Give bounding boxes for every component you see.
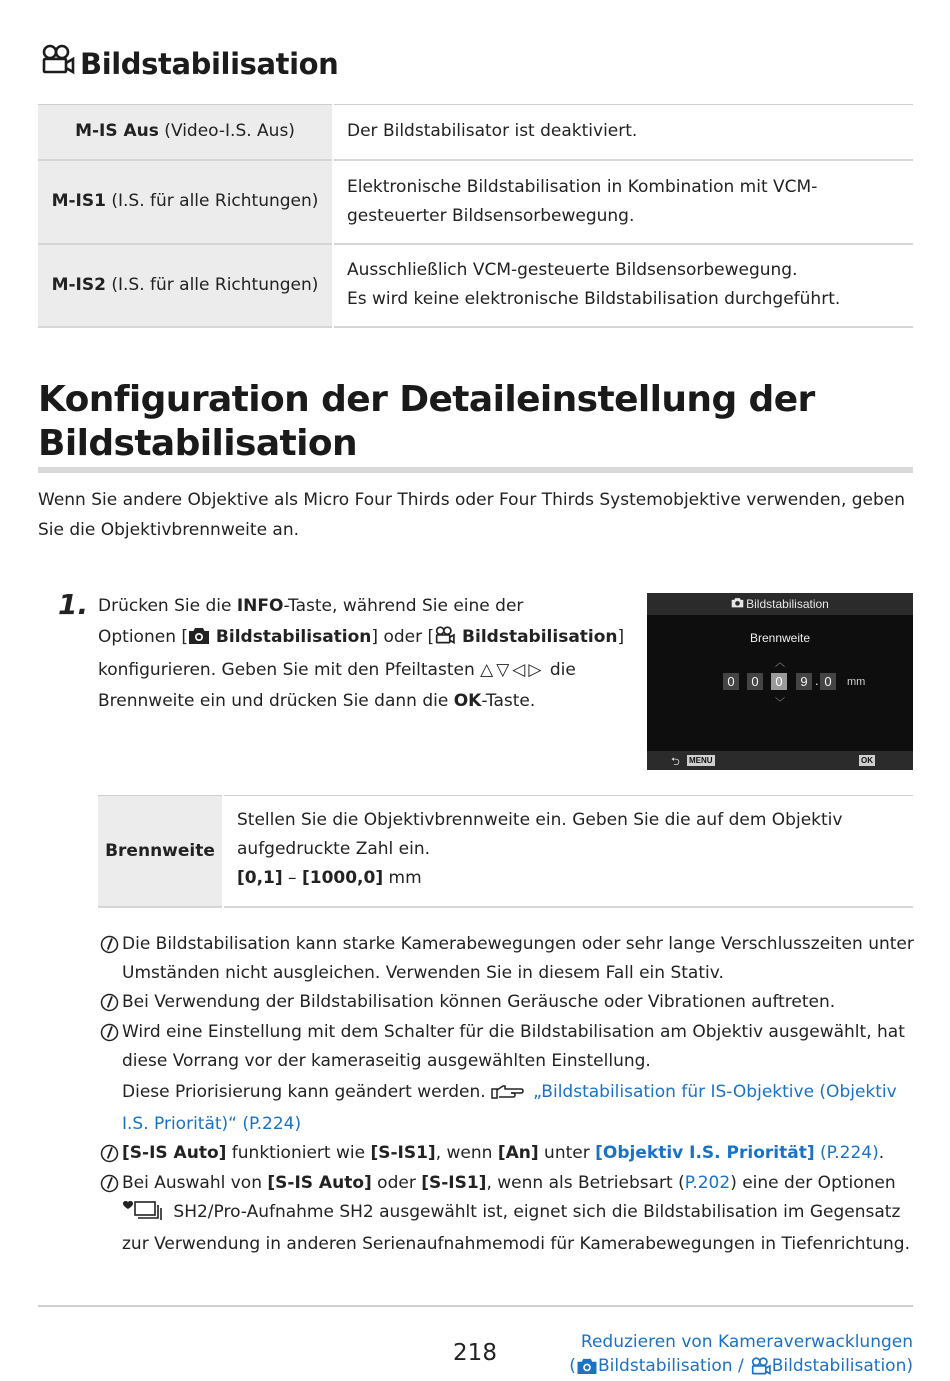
table-row xyxy=(38,244,913,327)
stabilisation-modes-table xyxy=(38,104,913,328)
page-link[interactable]: (P.224) xyxy=(814,1143,879,1164)
section-title-text: Bildstabilisation xyxy=(80,46,339,81)
focal-digit: 0 xyxy=(747,673,763,690)
mode-description: Der Bildstabilisator ist deaktiviert. xyxy=(347,121,638,142)
screen-title: Bildstabilisation xyxy=(746,597,829,611)
list-item: Bei Verwendung der Bildstabilisation können Geräusche oder Vibrationen auftreten. xyxy=(100,988,915,1017)
focal-digit: 0 xyxy=(723,673,739,690)
unit-label: mm xyxy=(847,676,866,688)
back-arrow-icon: ⮌ xyxy=(671,756,680,768)
menu-key: MENU xyxy=(689,756,713,765)
screen-title-bar xyxy=(647,593,913,615)
objektiv-is-link[interactable]: [Objektiv I.S. Priorität] xyxy=(595,1143,815,1164)
video-camera-icon xyxy=(40,44,80,83)
decimal-point: . xyxy=(815,673,819,688)
reference-hand-icon xyxy=(491,1081,525,1110)
down-chevron-icon: ﹀ xyxy=(775,698,785,709)
brennweite-description: Stellen Sie die Objektivbrennweite ein. Geben Sie die auf dem Objektiv aufgedruckte Zahl ein. [0,1] – [1000,0] mm xyxy=(237,810,843,888)
video-camera-icon xyxy=(750,1357,772,1376)
ok-key: OK xyxy=(861,756,873,765)
table-row xyxy=(38,105,913,160)
intro-paragraph: Wenn Sie andere Objektive als Micro Four Thirds oder Four Thirds Systemobjektive verwenden, geben Sie die Objektivbrennweite an. xyxy=(38,490,906,540)
footer-chapter-link[interactable]: Reduzieren von Kameraverwacklungen xyxy=(580,1332,913,1352)
list-item: Bei Auswahl von [S-IS Auto] oder [S-IS1], wenn als Betriebsart (P.202) eine der Optionen SH2/Pro-Aufnahme SH2 ausgewählt ist, eignet sich die Bildstabilisation im Gegensatz zur Verwendung in anderen Serienaufnahmemodi für Kamerabewegungen in Tiefenrichtung. xyxy=(100,1169,915,1260)
reference-link[interactable]: „Bildstabilisation für IS-Objektive (Objektiv xyxy=(533,1082,897,1103)
step-number: 1. xyxy=(58,588,89,621)
focal-digit: 9 xyxy=(796,673,812,690)
photo-camera-icon xyxy=(731,597,744,611)
screen-bottom-bar xyxy=(647,751,913,770)
list-item: [S-IS Auto] funktioniert wie [S-IS1], wenn [An] unter [Objektiv I.S. Priorität] (P.224). xyxy=(100,1139,915,1168)
mode-description: Ausschließlich VCM-gesteuerte Bildsensorbewegung. Es wird keine elektronische Bildstabilisation durchgeführt. xyxy=(347,260,841,309)
page-number: 218 xyxy=(453,1340,497,1366)
table-row xyxy=(38,160,913,244)
footer-section-link[interactable]: ( Bildstabilisation / Bildstabilisation) xyxy=(569,1356,913,1376)
arrow-keys-icon: △▽◁▷ xyxy=(480,660,545,680)
footer-divider xyxy=(38,1305,913,1307)
focal-digit-selected: 0 xyxy=(771,673,787,690)
mode-key: M-IS Aus (Video-I.S. Aus) xyxy=(38,105,333,160)
video-camera-icon xyxy=(434,625,456,656)
photo-camera-icon xyxy=(576,1357,598,1375)
list-item: Wird eine Einstellung mit dem Schalter für die Bildstabilisation am Objektiv ausgewählt, hat diese Vorrang vor der kameraseitig ausgewählten Einstellung. Diese Priorisierung kann geändert werden. „Bildstabilisation für IS-Objektive (Objektiv I.S. Priorität)“ (P.224) xyxy=(100,1018,915,1140)
step-instructions: Drücken Sie die INFO-Taste, während Sie eine der Optionen [ Bildstabilisation] oder [ Bildstabilisation] konfigurieren. Geben Sie mit den Pfeiltasten △▽◁▷ die Brennweite ein und drücken Sie dann die OK-Taste. xyxy=(98,596,625,711)
screen-label: Brennweite xyxy=(749,631,811,645)
note-icon xyxy=(100,1174,119,1203)
note-icon xyxy=(100,1023,119,1052)
list-item: Die Bildstabilisation kann starke Kamerabewegungen oder sehr lange Verschlusszeiten unter Umständen nicht ausgleichen. Verwenden Sie in diesem Fall ein Stativ. xyxy=(100,930,915,988)
camera-screen xyxy=(647,593,913,770)
page-link[interactable]: P.202 xyxy=(684,1172,731,1193)
table-row xyxy=(98,796,913,908)
focal-digit: 0 xyxy=(820,673,836,690)
brennweite-table xyxy=(98,795,913,908)
heading-divider xyxy=(38,467,913,473)
sequential-shooting-icon xyxy=(122,1198,168,1230)
photo-camera-icon xyxy=(188,625,210,656)
mode-key: M-IS2 (I.S. für alle Richtungen) xyxy=(38,244,333,327)
mode-key: M-IS1 (I.S. für alle Richtungen) xyxy=(38,160,333,244)
mode-description: Elektronische Bildstabilisation in Kombination mit VCM- gesteuerter Bildsensorbewegung. xyxy=(347,176,818,226)
page-heading: Konfiguration der Detaileinstellung der Bildstabilisation xyxy=(38,379,815,464)
notes-list xyxy=(100,930,915,1259)
up-chevron-icon: ︿ xyxy=(775,658,785,669)
section-title xyxy=(40,44,338,83)
note-icon xyxy=(100,935,119,964)
reference-link[interactable]: I.S. Priorität)“ (P.224) xyxy=(122,1114,302,1135)
brennweite-key: Brennweite xyxy=(98,796,223,908)
